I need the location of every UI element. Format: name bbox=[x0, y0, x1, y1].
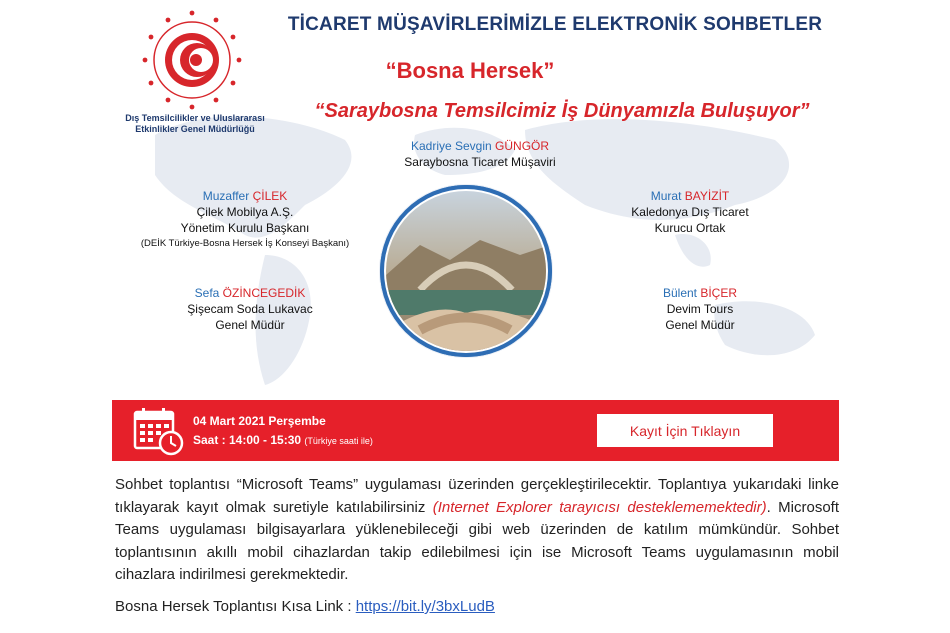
speaker-last-name: BAYİZİT bbox=[684, 189, 730, 203]
event-time-note: (Türkiye saati ile) bbox=[304, 436, 373, 446]
speaker-first-name: Muzaffer bbox=[202, 189, 250, 203]
speaker-title: Genel Müdür bbox=[665, 318, 735, 332]
speaker-right-top bbox=[600, 188, 780, 236]
speaker-first-name: Sefa bbox=[194, 286, 220, 300]
speaker-company: Devim Tours bbox=[666, 302, 734, 316]
speaker-name bbox=[150, 285, 350, 301]
organization-name-line2: Etkinlikler Genel Müdürlüğü bbox=[135, 124, 255, 134]
speaker-last-name: ÇİLEK bbox=[252, 189, 288, 203]
ministry-seal-logo bbox=[120, 8, 265, 128]
speaker-note: (DEİK Türkiye-Bosna Hersek İş Konseyi Başkanı) bbox=[140, 238, 350, 249]
browser-warning: (Internet Explorer tarayıcısı desteklememektedir) bbox=[432, 498, 767, 516]
event-time bbox=[193, 433, 373, 447]
speaker-name bbox=[600, 188, 780, 204]
speaker-name bbox=[370, 138, 590, 154]
organization-name-line1: Dış Temsilcilikler ve Uluslararası bbox=[125, 113, 265, 123]
speaker-last-name: BİÇER bbox=[700, 286, 738, 300]
speaker-name bbox=[610, 285, 790, 301]
speaker-last-name: GÜNGÖR bbox=[495, 139, 550, 153]
event-time-range: Saat : 14:00 - 15:30 bbox=[193, 433, 302, 447]
speaker-center bbox=[370, 138, 590, 170]
description-part1: Sohbet toplantısı “Microsoft Teams” uygulaması üzerinden gerçekleştirilecektir. Toplantıya yukarıdaki linke tıklayarak kayıt olmak suretiyle katılabilirsiniz bbox=[115, 476, 839, 516]
photo-illustration bbox=[380, 185, 552, 357]
short-link-label: Bosna Hersek Toplantısı Kısa Link : bbox=[115, 598, 356, 615]
speaker-company: Çilek Mobilya A.Ş. bbox=[196, 205, 294, 219]
event-subtitle: “Saraybosna Temsilcimiz İş Dünyamızla Buluşuyor” bbox=[314, 100, 810, 122]
short-link[interactable]: https://bit.ly/3bxLudB bbox=[355, 598, 495, 615]
description-part2: . Microsoft Teams uygulaması bilgisayarlara yüklenebileceği gibi web üzerinden de katılım mümkündür. Sohbet toplantısının akıllı mobil cihazlardan takip edilebilmesi için ise Microsoft Teams uygulamasının mobil cihazlara indirilmesi gerekmektedir. bbox=[115, 498, 839, 583]
register-button[interactable]: Kayıt İçin Tıklayın bbox=[597, 414, 773, 447]
speaker-title: Kurucu Ortak bbox=[654, 221, 726, 235]
speaker-first-name: Bülent bbox=[662, 286, 697, 300]
speaker-first-name: Kadriye Sevgin bbox=[410, 139, 492, 153]
speaker-last-name: ÖZİNCEGEDİK bbox=[222, 286, 306, 300]
short-link-line bbox=[115, 598, 495, 615]
speaker-title: Genel Müdür bbox=[215, 318, 285, 332]
calendar-clock-icon bbox=[133, 406, 185, 456]
speaker-company: Kaledonya Dış Ticaret bbox=[631, 205, 749, 219]
event-description bbox=[115, 474, 839, 587]
speaker-first-name: Murat bbox=[650, 189, 682, 203]
mostar-bridge-handshake-photo bbox=[380, 185, 552, 357]
speaker-title: Saraybosna Ticaret Müşaviri bbox=[404, 155, 556, 169]
speaker-title: Yönetim Kurulu Başkanı bbox=[180, 221, 310, 235]
page-title: TİCARET MÜŞAVİRLERİMİZLE ELEKTRONİK SOHBETLER bbox=[287, 14, 823, 35]
speaker-name bbox=[110, 188, 380, 204]
speaker-left-top bbox=[110, 188, 380, 252]
speaker-right-bottom bbox=[610, 285, 790, 333]
event-date: 04 Mart 2021 Perşembe bbox=[193, 414, 326, 428]
speaker-left-bottom bbox=[150, 285, 350, 333]
country-title: “Bosna Hersek” bbox=[385, 58, 555, 83]
speaker-company: Şişecam Soda Lukavac bbox=[187, 302, 313, 316]
